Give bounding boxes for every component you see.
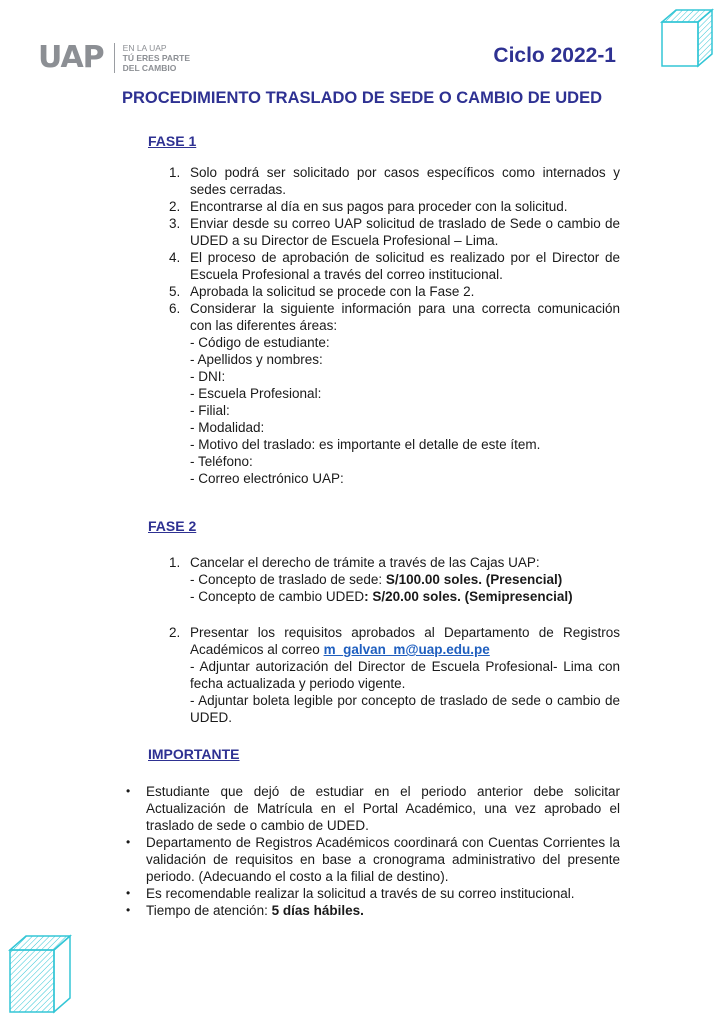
email-link[interactable]: m_galvan_m@uap.edu.pe [323, 642, 490, 657]
fase2-list [148, 554, 620, 605]
list-item: 2. Encontrarse al día en sus pagos para proceder con la solicitud. [169, 199, 568, 214]
requisito-boleta: - Adjuntar boleta legible por concepto de traslado de sede o cambio de UDED. [190, 693, 620, 725]
list-item: 3. Enviar desde su correo UAP solicitud de traslado de Sede o cambio de UDED a su Director de Escuela Profesional – Lima. [169, 216, 620, 248]
logo-tagline: EN LA UAP TÚ ERES PARTE DEL CAMBIO [122, 42, 191, 73]
list-item: 1. Cancelar el derecho de trámite a través de las Cajas UAP: - Concepto de traslado de sede: S/100.00 soles. (Presencial) - Concepto de cambio UDED: S/20.00 soles. (Semipresencial) [148, 554, 620, 605]
list-item: • Tiempo de atención: 5 días hábiles. [126, 903, 364, 918]
field-modalidad: - Modalidad: [190, 420, 265, 435]
list-item: 1. Solo podrá ser solicitado por casos específicos como internados y sedes cerradas. [169, 165, 620, 197]
list-item: 4. El proceso de aprobación de solicitud es realizado por el Director de Escuela Profesional a través del correo institucional. [169, 250, 620, 282]
fee-traslado: - Concepto de traslado de sede: S/100.00 soles. (Presencial) [190, 572, 563, 587]
cube-decoration-icon [656, 8, 716, 70]
list-item: • Es recomendable realizar la solicitud a través de su correo institucional. [126, 886, 575, 901]
fase2-heading: FASE 2 [148, 518, 197, 534]
importante-list [124, 783, 620, 919]
list-item: 5. Aprobada la solicitud se procede con la Fase 2. [169, 284, 475, 299]
list-item: 6. Considerar la siguiente información para una correcta comunicación con las diferentes áreas: - Código de estudiante: - Apellidos y nombres: - DNI: - Escuela Profesional: - Filial: - Modalidad: - Motivo del traslado: es importante el detalle de este ítem. - Teléfono: - Correo electrónico UAP: [169, 301, 620, 486]
field-dni: - DNI: [190, 369, 226, 384]
list-item: • Departamento de Registros Académicos coordinará con Cuentas Corrientes la validación de requisitos en base a cronograma administrativo del presente periodo. (Adecuando el costo a la filial de destino). [126, 835, 620, 884]
field-motivo: - Motivo del traslado: es importante el detalle de este ítem. [190, 437, 541, 452]
field-telefono: - Teléfono: [190, 454, 253, 469]
uap-logo [38, 40, 190, 75]
list-item: 2. Presentar los requisitos aprobados al Departamento de Registros Académicos al correo m_galvan_m@uap.edu.pe - Adjuntar autorización del Director de Escuela Profesional- Lima con fecha actualizada y periodo vigente. - Adjuntar boleta legible por concepto de traslado de sede o cambio de UDED. [169, 625, 620, 725]
field-escuela: - Escuela Profesional: [190, 386, 322, 401]
field-correo: - Correo electrónico UAP: [190, 471, 344, 486]
list-item: • Estudiante que dejó de estudiar en el periodo anterior debe solicitar Actualización de Matrícula en el Portal Académico, una vez aprobado el traslado de sede o cambio de UDED. [126, 784, 620, 833]
cycle-label: Ciclo 2022-1 [493, 44, 616, 67]
fase1-list [148, 164, 620, 487]
logo-divider [114, 43, 115, 73]
logo-wordmark: UAP [38, 40, 104, 75]
field-codigo: - Código de estudiante: [190, 335, 330, 350]
requisito-autorizacion: - Adjuntar autorización del Director de Escuela Profesional- Lima con fecha actualizada y periodo vigente. [190, 659, 620, 691]
field-apellidos: - Apellidos y nombres: [190, 352, 323, 367]
page-title: PROCEDIMIENTO TRASLADO DE SEDE O CAMBIO DE UDED [121, 89, 603, 107]
field-filial: - Filial: [190, 403, 230, 418]
cube-decoration-icon [8, 932, 72, 1016]
fee-cambio-uded: - Concepto de cambio UDED: S/20.00 soles. (Semipresencial) [190, 589, 573, 604]
fase2-list-2 [148, 624, 620, 726]
importante-heading: IMPORTANTE [148, 746, 240, 762]
fase1-heading: FASE 1 [148, 133, 197, 149]
